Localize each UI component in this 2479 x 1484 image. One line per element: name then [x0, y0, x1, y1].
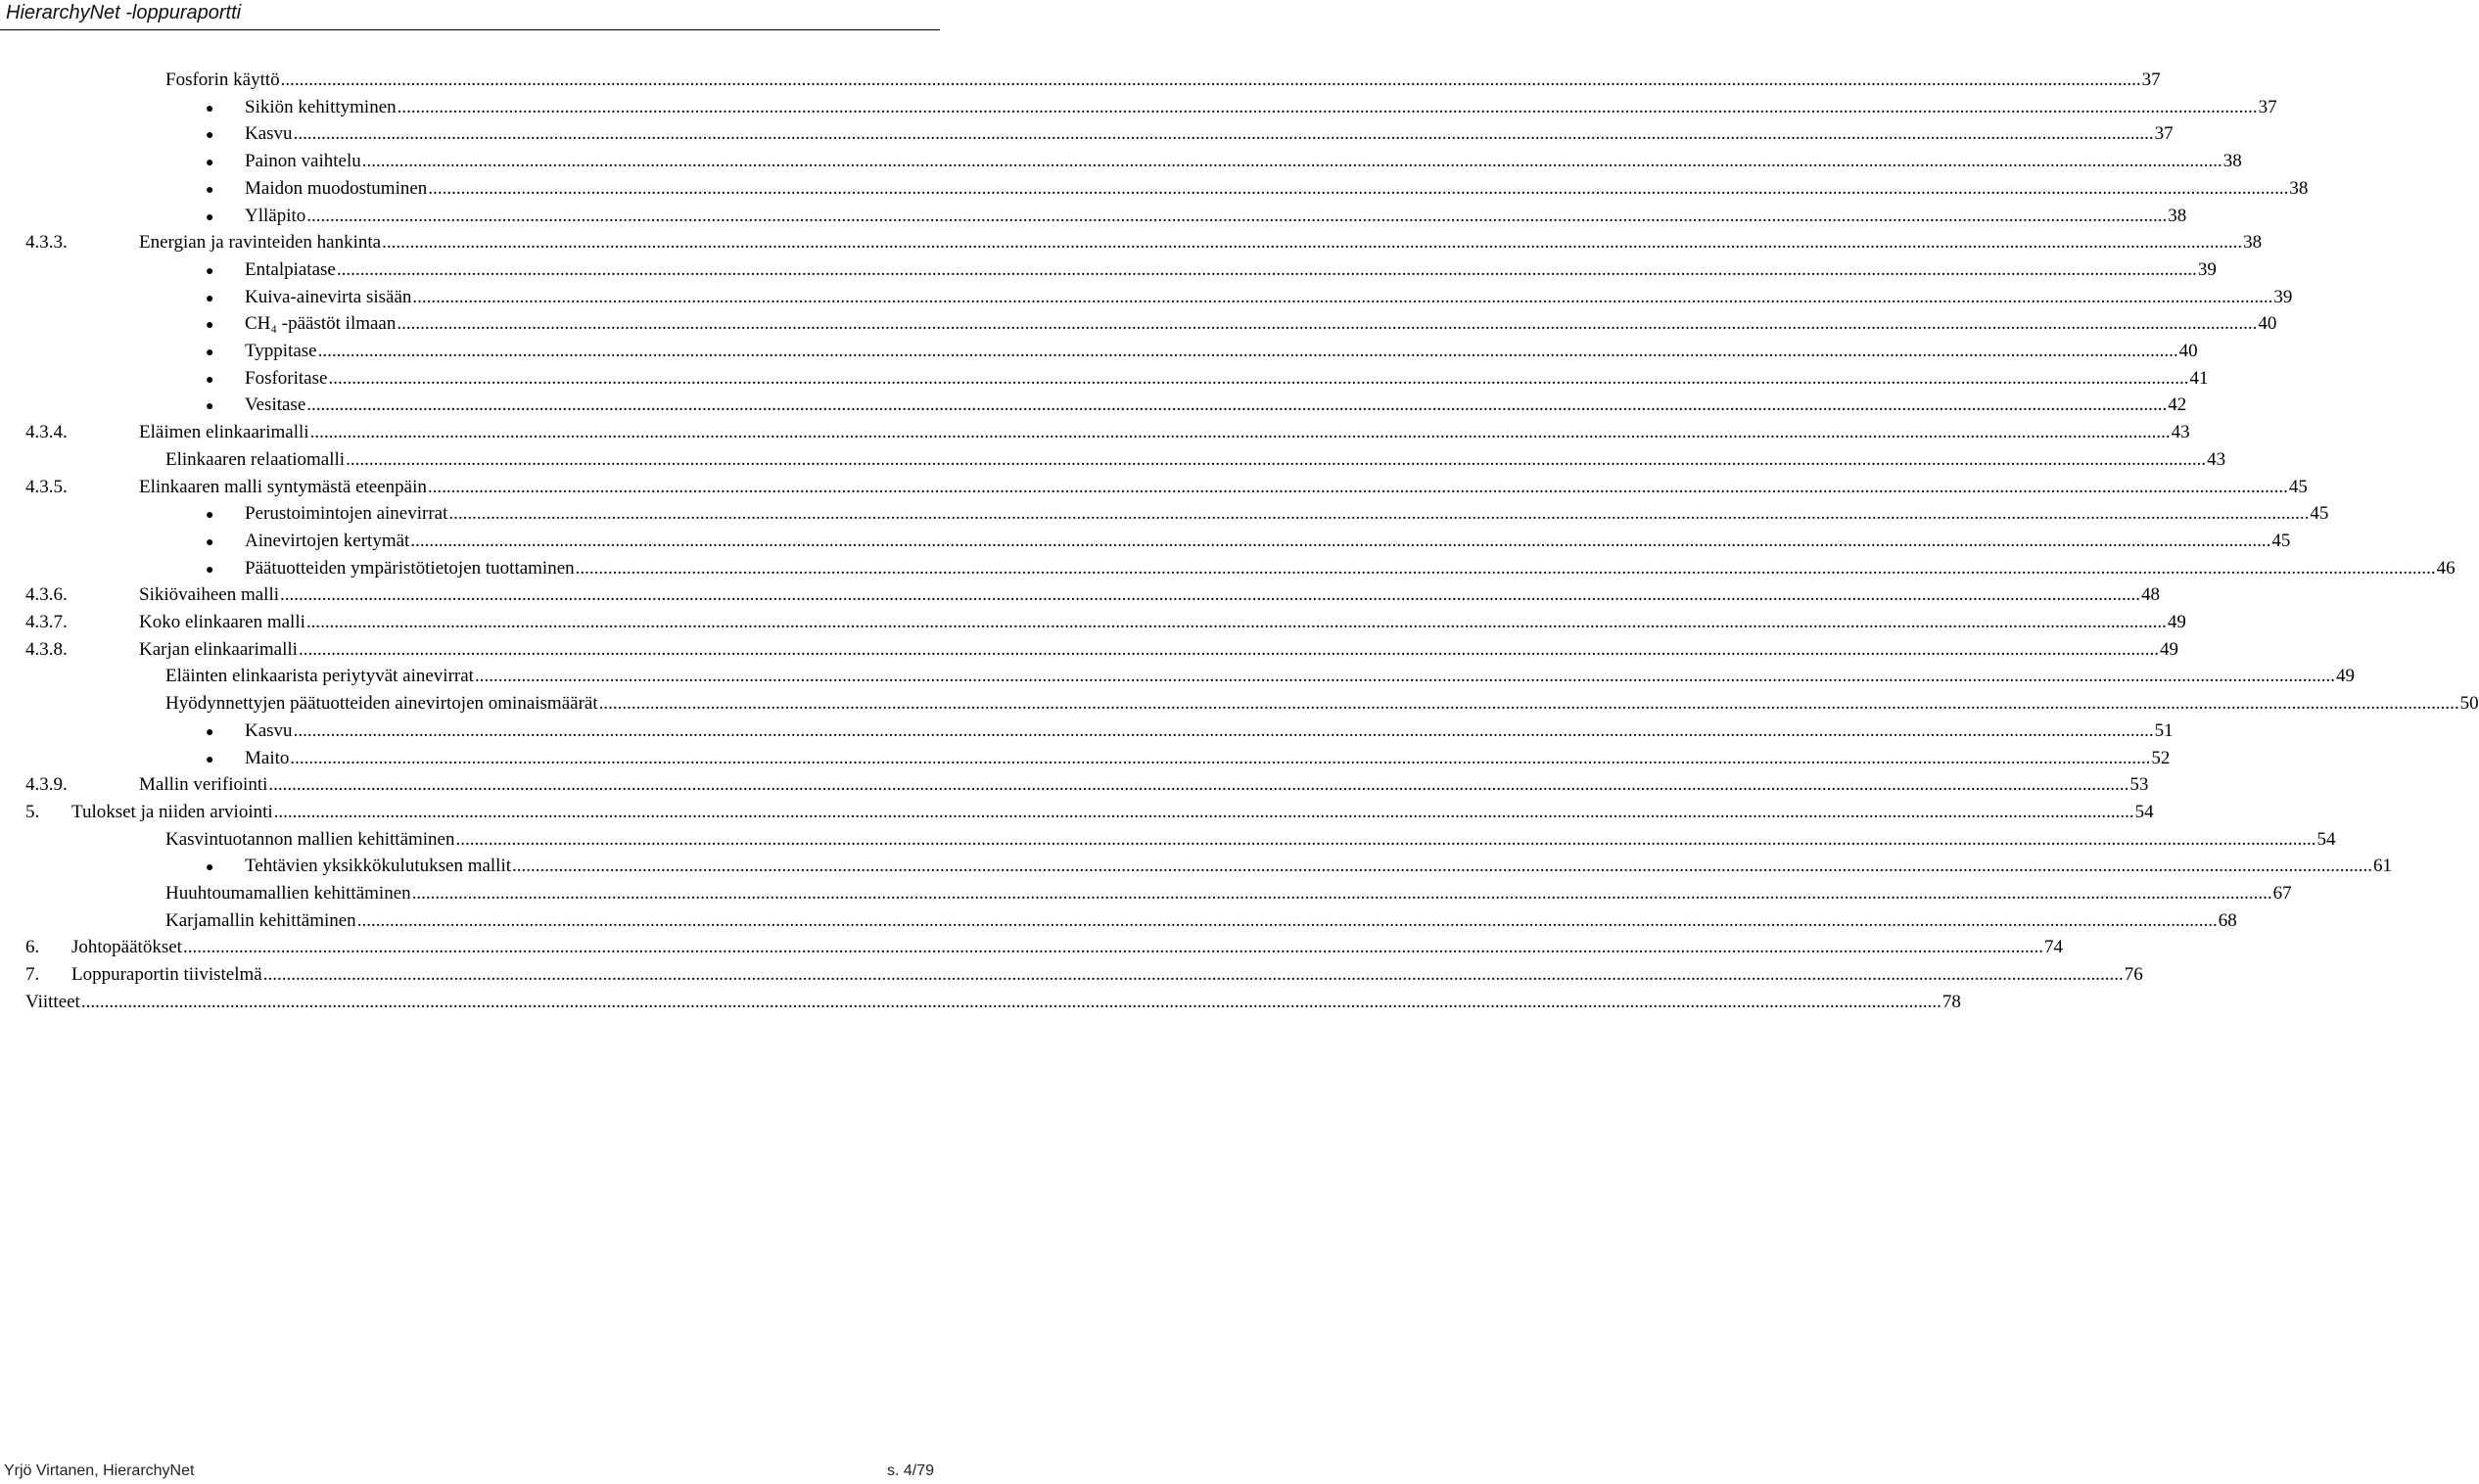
toc-entry-title: Elinkaaren malli syntymästä eteenpäin	[139, 476, 427, 497]
toc-entry-page: 49	[2167, 612, 2186, 632]
toc-entry-title: Kasvintuotannon mallien kehittäminen	[165, 828, 455, 850]
toc-entry-page: 42	[2168, 394, 2187, 416]
bullet-icon: ●	[206, 562, 214, 578]
toc-entry[interactable]	[165, 826, 2336, 854]
toc-entry-title: Koko elinkaaren malli	[139, 612, 305, 632]
running-header: HierarchyNet -loppuraportti	[6, 2, 242, 23]
toc-entry[interactable]	[206, 203, 2187, 230]
bullet-icon: ●	[206, 752, 214, 767]
footer-page-number: s. 4/79	[886, 1462, 934, 1479]
toc-entry-title: Entalpiatase	[245, 258, 336, 280]
dot-leader: ................................................................................................................................................................................................................................................................................................................................................................................................................	[412, 286, 2273, 307]
dot-leader: ................................................................................................................................................................................................................................................................................................................................................................................................................	[361, 151, 2222, 172]
bullet-icon: ●	[206, 101, 214, 116]
toc-entry[interactable]	[165, 663, 2355, 690]
dot-leader: ................................................................................................................................................................................................................................................................................................................................................................................................................	[427, 476, 2288, 497]
dot-leader: ................................................................................................................................................................................................................................................................................................................................................................................................................	[410, 530, 2271, 551]
toc-entry-number: 4.3.5.	[25, 476, 68, 497]
dot-leader: ................................................................................................................................................................................................................................................................................................................................................................................................................	[397, 96, 2258, 117]
dot-leader: ................................................................................................................................................................................................................................................................................................................................................................................................................	[328, 367, 2189, 389]
toc-entry-title: Sikiövaiheen malli	[139, 584, 280, 606]
toc-entry-title: Mallin verifiointi	[139, 774, 268, 796]
toc-entry-number: 4.3.8.	[25, 638, 68, 660]
dot-leader: ................................................................................................................................................................................................................................................................................................................................................................................................................	[474, 666, 2335, 687]
toc-entry-page: 49	[2159, 638, 2178, 660]
toc-entry-number: 7.	[25, 964, 40, 986]
toc-entry-page: 37	[2154, 123, 2174, 145]
toc-entry-title: Ainevirtojen kertymät	[245, 530, 410, 551]
toc-entry-title: Kasvu	[245, 123, 293, 145]
toc-entry-number: 4.3.6.	[25, 584, 68, 606]
dot-leader: ................................................................................................................................................................................................................................................................................................................................................................................................................	[317, 341, 2178, 361]
toc-entry-number: 4.3.3.	[25, 232, 68, 254]
toc-entry-page: 61	[2373, 856, 2393, 877]
toc-entry-page: 38	[2168, 205, 2187, 226]
toc-entry-page: 43	[2207, 448, 2226, 470]
bullet-icon: ●	[206, 508, 214, 524]
toc-entry-page: 54	[2134, 801, 2154, 822]
toc-entry[interactable]	[206, 853, 2393, 880]
toc-entry-title: Tulokset ja niiden arviointi	[71, 801, 273, 822]
toc-entry-page: 54	[2316, 828, 2336, 850]
toc-entry-number: 5.	[25, 801, 40, 822]
toc-entry[interactable]	[25, 636, 2178, 664]
bullet-icon: ●	[206, 263, 214, 279]
dot-leader: ................................................................................................................................................................................................................................................................................................................................................................................................................	[306, 394, 2168, 416]
bullet-icon: ●	[206, 182, 214, 198]
toc-entry-title: Sikiön kehittyminen	[245, 96, 397, 117]
toc-entry[interactable]	[206, 175, 2309, 203]
dot-leader: ................................................................................................................................................................................................................................................................................................................................................................................................................	[290, 747, 2151, 768]
toc-entry-page: 38	[2222, 151, 2242, 172]
dot-leader: ................................................................................................................................................................................................................................................................................................................................................................................................................	[280, 584, 2141, 606]
toc-entry-page: 50	[2459, 693, 2479, 715]
dot-leader: ................................................................................................................................................................................................................................................................................................................................................................................................................	[268, 774, 2129, 796]
toc-entry[interactable]	[25, 799, 2154, 826]
toc-entry-title: Kuiva-ainevirta sisään	[245, 286, 412, 307]
toc-entry[interactable]	[206, 148, 2242, 175]
bullet-icon: ●	[206, 399, 214, 415]
dot-leader: ................................................................................................................................................................................................................................................................................................................................................................................................................	[598, 693, 2459, 715]
toc-entry[interactable]	[206, 256, 2217, 284]
toc-entry-page: 48	[2141, 584, 2161, 606]
dot-leader: ................................................................................................................................................................................................................................................................................................................................................................................................................	[411, 883, 2272, 904]
toc-entry[interactable]	[206, 392, 2187, 419]
toc-entry-page: 38	[2289, 177, 2309, 199]
toc-entry[interactable]	[165, 690, 2479, 718]
toc-entry-title: Perustoimintojen ainevirrat	[245, 503, 448, 525]
toc-entry[interactable]	[25, 989, 1961, 1016]
dot-leader: ................................................................................................................................................................................................................................................................................................................................................................................................................	[397, 313, 2258, 335]
dot-leader: ................................................................................................................................................................................................................................................................................................................................................................................................................	[182, 937, 2043, 958]
bullet-icon: ●	[206, 209, 214, 225]
toc-entry[interactable]	[25, 474, 2308, 501]
toc-entry-title: Karjan elinkaarimalli	[139, 638, 298, 660]
toc-entry-page: 39	[2273, 286, 2293, 307]
toc-entry-title: Johtopäätökset	[71, 937, 182, 958]
toc-entry-title: Fosforitase	[245, 367, 328, 389]
toc-entry-page: 43	[2171, 422, 2190, 443]
toc-entry-page: 39	[2197, 258, 2217, 280]
toc-entry-title: Vesitase	[245, 394, 306, 416]
toc-entry-title: Elinkaaren relaatiomalli	[165, 448, 346, 470]
toc-entry-title: Viitteet	[25, 991, 80, 1012]
toc-entry-number: 4.3.4.	[25, 422, 68, 443]
dot-leader: ................................................................................................................................................................................................................................................................................................................................................................................................................	[455, 828, 2316, 850]
toc-entry[interactable]	[206, 555, 2456, 582]
toc-entry[interactable]	[25, 934, 2063, 961]
dot-leader: ................................................................................................................................................................................................................................................................................................................................................................................................................	[309, 422, 2171, 443]
dot-leader: ................................................................................................................................................................................................................................................................................................................................................................................................................	[448, 503, 2310, 525]
toc-entry[interactable]	[25, 419, 2190, 446]
toc-entry-title: Eläimen elinkaarimalli	[139, 422, 309, 443]
toc-entry[interactable]	[206, 745, 2171, 772]
toc-entry-title: Ylläpito	[245, 205, 306, 226]
toc-entry[interactable]	[165, 907, 2237, 935]
toc-entry[interactable]	[206, 338, 2198, 365]
toc-entry[interactable]	[206, 284, 2293, 311]
toc-entry-page: 46	[2436, 557, 2456, 579]
dot-leader: ................................................................................................................................................................................................................................................................................................................................................................................................................	[428, 177, 2289, 199]
toc-entry[interactable]	[25, 581, 2161, 609]
toc-entry[interactable]	[25, 961, 2143, 989]
bullet-icon: ●	[206, 318, 214, 334]
footer-author: Yrjö Virtanen, HierarchyNet	[4, 1462, 195, 1479]
toc-entry-title: Eläinten elinkaarista periytyvät ainevirrat	[165, 666, 474, 687]
dot-leader: ................................................................................................................................................................................................................................................................................................................................................................................................................	[280, 70, 2141, 90]
toc-entry-page: 52	[2151, 747, 2171, 768]
toc-entry-title: Loppuraportin tiivistelmä	[71, 964, 262, 986]
toc-entry[interactable]	[206, 718, 2174, 745]
toc-entry-title: Typpitase	[245, 341, 317, 361]
bullet-icon: ●	[206, 860, 214, 876]
bullet-icon: ●	[206, 291, 214, 306]
toc-entry-number: 4.3.9.	[25, 774, 68, 796]
toc-entry[interactable]	[206, 500, 2329, 528]
toc-entry[interactable]	[165, 446, 2226, 474]
toc-entry-title: Päätuotteiden ympäristötietojen tuottaminen	[245, 557, 575, 579]
toc-entry[interactable]	[25, 229, 2263, 256]
dot-leader: ................................................................................................................................................................................................................................................................................................................................................................................................................	[512, 856, 2373, 877]
toc-entry-page: 78	[1941, 991, 1961, 1012]
toc-entry-page: 45	[2288, 476, 2308, 497]
toc-entry-page: 67	[2272, 883, 2292, 904]
toc-entry[interactable]	[206, 120, 2174, 148]
bullet-icon: ●	[206, 534, 214, 550]
toc-entry-page: 37	[2258, 96, 2277, 117]
dot-leader: ................................................................................................................................................................................................................................................................................................................................................................................................................	[262, 964, 2124, 986]
toc-entry-page: 45	[2271, 530, 2291, 551]
toc-entry-title: Maidon muodostuminen	[245, 177, 428, 199]
dot-leader: ................................................................................................................................................................................................................................................................................................................................................................................................................	[305, 612, 2167, 632]
toc-entry[interactable]	[206, 528, 2291, 555]
dot-leader: ................................................................................................................................................................................................................................................................................................................................................................................................................	[575, 557, 2436, 579]
dot-leader: ................................................................................................................................................................................................................................................................................................................................................................................................................	[306, 205, 2168, 226]
dot-leader: ................................................................................................................................................................................................................................................................................................................................................................................................................	[273, 801, 2134, 822]
toc-entry-title: Hyödynnettyjen päätuotteiden ainevirtojen ominaismäärät	[165, 693, 598, 715]
toc-entry-title: Huuhtoumamallien kehittäminen	[165, 883, 411, 904]
toc-entry[interactable]	[25, 771, 2149, 799]
dot-leader: ................................................................................................................................................................................................................................................................................................................................................................................................................	[298, 638, 2159, 660]
toc-entry-title: Painon vaihtelu	[245, 151, 361, 172]
toc-entry[interactable]	[206, 365, 2209, 393]
bullet-icon: ●	[206, 346, 214, 360]
toc-entry-page: 40	[2178, 341, 2198, 361]
toc-entry-number: 4.3.7.	[25, 612, 68, 632]
bullet-icon: ●	[206, 156, 214, 171]
toc-entry[interactable]	[165, 67, 2161, 94]
toc-entry-page: 53	[2129, 774, 2149, 796]
toc-entry-page: 74	[2043, 937, 2063, 958]
toc-entry-title: CH₄ -päästöt ilmaan	[245, 313, 397, 335]
toc-entry[interactable]	[206, 310, 2277, 338]
dot-leader: ................................................................................................................................................................................................................................................................................................................................................................................................................	[80, 991, 1941, 1012]
toc-entry-title: Fosforin käyttö	[165, 70, 280, 90]
toc-entry-page: 68	[2218, 909, 2237, 931]
toc-entry-page: 38	[2243, 232, 2263, 254]
toc-entry-page: 49	[2335, 666, 2355, 687]
dot-leader: ................................................................................................................................................................................................................................................................................................................................................................................................................	[382, 232, 2243, 254]
toc-entry-title: Kasvu	[245, 719, 293, 741]
toc-entry-page: 76	[2124, 964, 2143, 986]
toc-entry[interactable]	[206, 94, 2277, 121]
bullet-icon: ●	[206, 372, 214, 388]
toc-entry[interactable]	[165, 880, 2292, 907]
dot-leader: ................................................................................................................................................................................................................................................................................................................................................................................................................	[356, 909, 2218, 931]
dot-leader: ................................................................................................................................................................................................................................................................................................................................................................................................................	[293, 719, 2154, 741]
toc-entry-title: Energian ja ravinteiden hankinta	[139, 232, 382, 254]
toc-entry-title: Karjamallin kehittäminen	[165, 909, 356, 931]
toc-entry-page: 40	[2258, 313, 2277, 335]
dot-leader: ................................................................................................................................................................................................................................................................................................................................................................................................................	[346, 448, 2207, 470]
toc-entry[interactable]	[25, 609, 2186, 636]
toc-entry-page: 45	[2310, 503, 2329, 525]
bullet-icon: ●	[206, 128, 214, 144]
toc-entry-title: Maito	[245, 747, 290, 768]
toc-entry-title: Tehtävien yksikkökulutuksen mallit	[245, 856, 512, 877]
toc-entry-number: 6.	[25, 937, 40, 958]
header-rule	[0, 29, 940, 30]
dot-leader: ................................................................................................................................................................................................................................................................................................................................................................................................................	[293, 123, 2154, 145]
dot-leader: ................................................................................................................................................................................................................................................................................................................................................................................................................	[336, 258, 2197, 280]
toc-entry-page: 37	[2141, 70, 2161, 90]
toc-entry-page: 51	[2154, 719, 2174, 741]
bullet-icon: ●	[206, 724, 214, 740]
toc-entry-page: 41	[2189, 367, 2209, 389]
